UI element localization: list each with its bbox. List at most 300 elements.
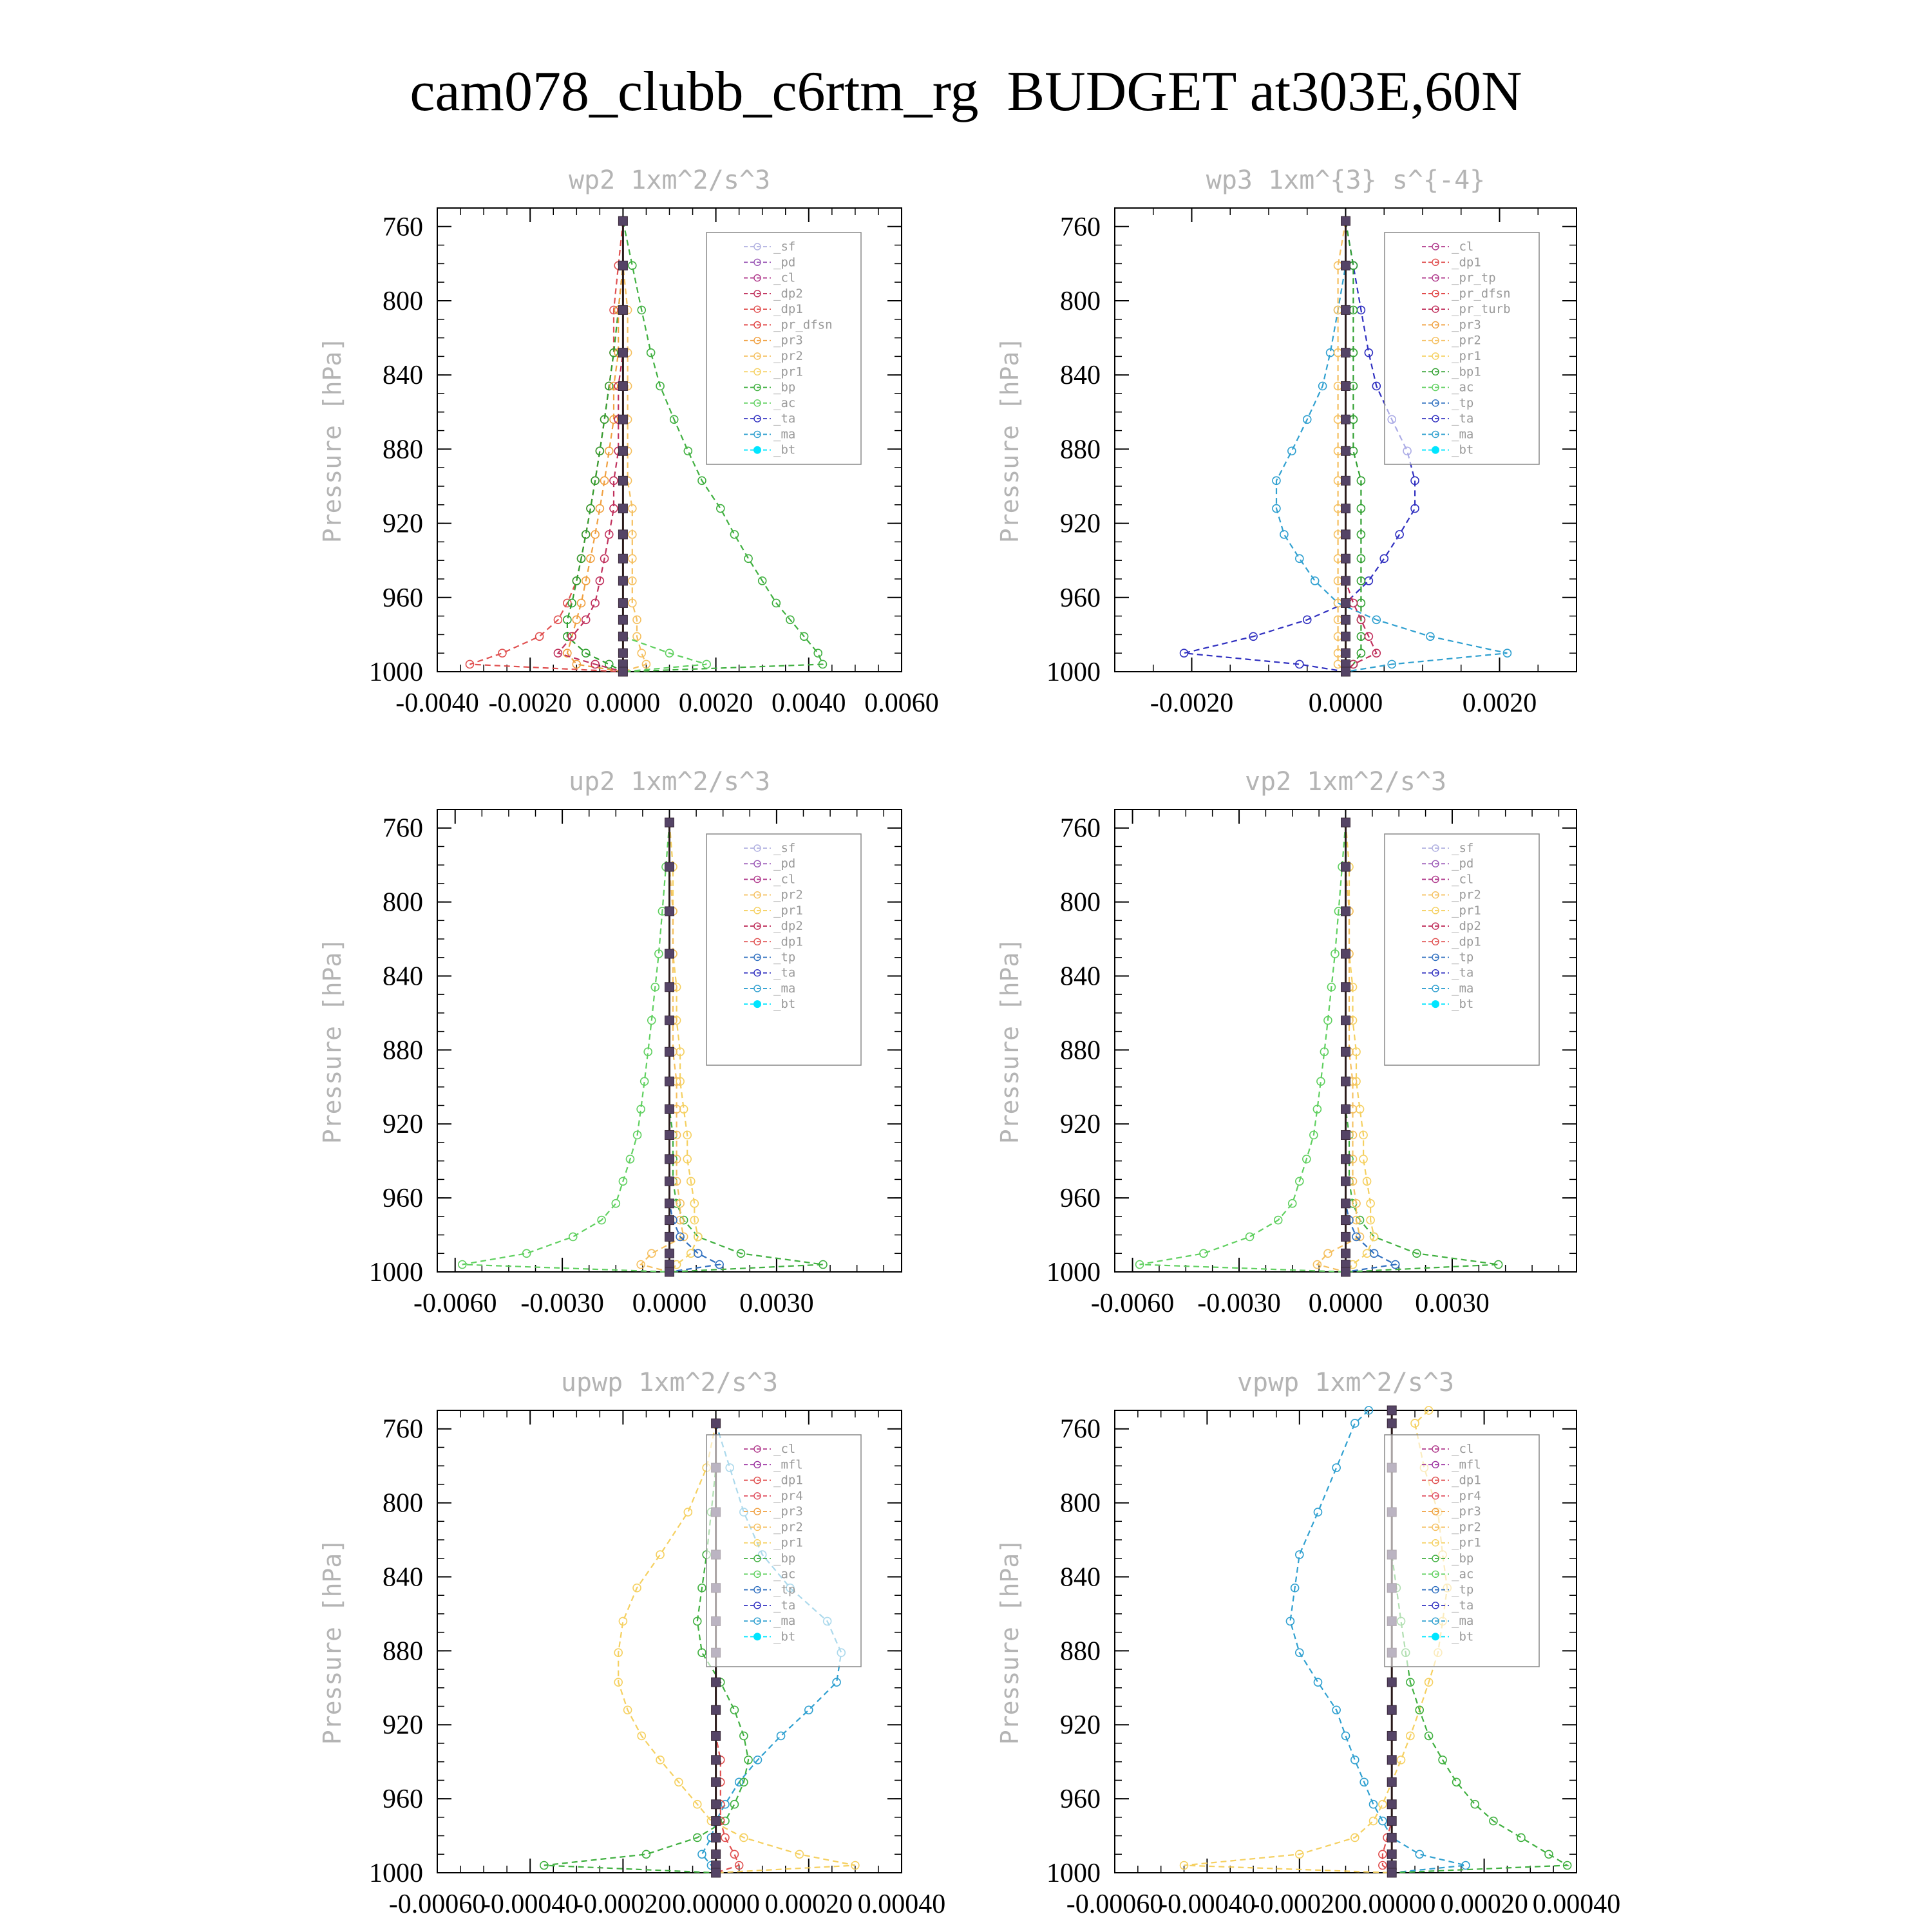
y-tick-label: 880 — [1060, 1036, 1101, 1066]
series-line-dp1 — [1140, 822, 1346, 1272]
page-title: cam078_clubb_c6rtm_rg BUDGET at303E,60N — [410, 61, 1522, 123]
y-tick-label: 920 — [1060, 1710, 1101, 1741]
data-point — [1246, 1233, 1254, 1240]
y-tick-label: 840 — [383, 361, 423, 391]
data-point — [1351, 1756, 1359, 1764]
zero-marker — [1387, 1833, 1396, 1842]
legend-marker — [753, 446, 761, 454]
legend-marker — [753, 1633, 761, 1640]
zero-marker — [1341, 415, 1350, 424]
zero-marker — [1341, 1047, 1350, 1056]
x-tick-label: -0.0020 — [488, 688, 572, 718]
data-point — [1370, 1801, 1378, 1808]
legend-label: _ta — [1452, 412, 1474, 426]
zero-marker — [618, 667, 627, 676]
zero-marker — [665, 862, 674, 871]
zero-marker — [1341, 305, 1350, 314]
legend-label: _tp — [773, 950, 796, 965]
legend-label: _pd — [773, 255, 796, 270]
y-tick-label: 880 — [383, 1036, 423, 1066]
zero-marker — [665, 1130, 674, 1139]
data-point — [1342, 1732, 1350, 1739]
y-tick-label: 880 — [1060, 435, 1101, 465]
legend-label: _cl — [773, 270, 796, 285]
y-tick-label: 760 — [1060, 1414, 1101, 1444]
zero-marker — [1341, 1016, 1350, 1025]
x-tick-label: 0.0000 — [1308, 1289, 1383, 1318]
zero-marker — [1341, 381, 1350, 390]
legend-label: _cl — [1452, 1442, 1474, 1456]
legend-label: _bt — [773, 442, 796, 457]
x-tick-label: 0.0040 — [772, 688, 846, 718]
x-tick-label: 0.0030 — [1415, 1289, 1490, 1318]
data-point — [1314, 1678, 1321, 1686]
data-point — [1200, 1249, 1208, 1257]
legend-label: _pr1 — [773, 903, 803, 918]
x-tick-label: -0.00040 — [481, 1889, 579, 1919]
data-point — [1517, 1833, 1525, 1841]
data-point — [687, 1249, 695, 1257]
legend-label: _dp2 — [773, 286, 803, 301]
zero-marker — [665, 1216, 674, 1225]
legend-label: _bt — [1452, 1629, 1474, 1644]
y-tick-label: 760 — [383, 212, 423, 242]
y-tick-label: 840 — [383, 961, 423, 992]
panel-3 — [996, 767, 1577, 1318]
legend-label: _pd — [773, 857, 796, 871]
legend-label: _ma — [773, 427, 796, 442]
legend-label: _ac — [773, 395, 796, 410]
legend-marker — [753, 1000, 761, 1008]
data-point — [777, 1732, 785, 1739]
y-tick-label: 800 — [383, 887, 423, 918]
data-point — [1363, 1249, 1371, 1257]
zero-marker — [1341, 667, 1350, 676]
legend-label: _dp1 — [773, 302, 803, 317]
y-tick-label: 960 — [1060, 1785, 1101, 1815]
y-tick-label: 960 — [383, 1785, 423, 1815]
legend-label: _ma — [773, 981, 796, 996]
x-tick-label: 0.0000 — [632, 1289, 707, 1318]
zero-marker — [1387, 1678, 1396, 1687]
zero-marker — [618, 476, 627, 485]
zero-marker — [712, 1678, 721, 1687]
zero-marker — [665, 818, 674, 827]
y-tick-label: 920 — [383, 1710, 423, 1741]
data-point — [1379, 1801, 1387, 1808]
zero-marker — [1341, 649, 1350, 658]
legend-label: _ac — [1452, 1567, 1474, 1582]
legend-label: _pr2 — [1452, 333, 1481, 348]
data-point — [656, 1551, 664, 1558]
panel-4 — [318, 1368, 945, 1919]
x-tick-label: 0.00040 — [857, 1889, 946, 1919]
zero-marker — [1341, 554, 1350, 563]
series-line-ta — [1184, 221, 1416, 672]
zero-marker — [618, 348, 627, 357]
legend-label: _dp1 — [773, 934, 803, 949]
data-point — [814, 649, 822, 657]
zero-marker — [1387, 1705, 1396, 1714]
zero-marker — [1341, 576, 1350, 585]
zero-marker — [712, 1800, 721, 1809]
legend-label: _cl — [773, 1442, 796, 1456]
x-tick-label: -0.00060 — [388, 1889, 486, 1919]
data-point — [1453, 1778, 1461, 1786]
zero-marker — [618, 615, 627, 624]
zero-marker — [618, 632, 627, 641]
zero-marker — [665, 1232, 674, 1241]
zero-marker — [618, 216, 627, 225]
zero-marker — [665, 949, 674, 958]
series-line-dp1 — [462, 822, 670, 1272]
zero-marker — [1341, 261, 1350, 270]
y-tick-label: 880 — [383, 435, 423, 465]
data-point — [730, 1706, 738, 1714]
legend-label: _bt — [1452, 997, 1474, 1012]
zero-marker — [665, 1077, 674, 1086]
zero-marker — [665, 1016, 674, 1025]
y-tick-label: 1000 — [369, 1859, 423, 1888]
y-tick-label: 960 — [383, 1184, 423, 1214]
y-tick-label: 920 — [383, 1110, 423, 1140]
zero-marker — [618, 576, 627, 585]
zero-marker — [712, 1756, 721, 1765]
y-tick-label: 800 — [383, 287, 423, 316]
y-tick-label: 760 — [1060, 212, 1101, 242]
legend-label: _tp — [773, 1582, 796, 1597]
x-tick-label: -0.00020 — [574, 1889, 672, 1919]
legend-label: _bp — [773, 380, 796, 395]
data-point — [536, 632, 544, 640]
legend-marker — [1432, 1633, 1439, 1640]
zero-marker — [618, 598, 627, 607]
legend-label: _dp2 — [1452, 919, 1481, 934]
data-point — [684, 1508, 692, 1516]
y-tick-label: 840 — [383, 1562, 423, 1593]
y-tick-label: 960 — [1060, 583, 1101, 613]
zero-marker — [1341, 1232, 1350, 1241]
data-point — [1349, 599, 1357, 607]
y-axis-label: Pressure [hPa] — [318, 1538, 346, 1745]
legend-label: _pr1 — [773, 1535, 803, 1550]
zero-marker — [665, 1199, 674, 1208]
x-tick-label: 0.0060 — [864, 688, 939, 718]
legend-label: _pr1 — [773, 365, 803, 379]
panel-title: vp2 1xm^2/s^3 — [1244, 767, 1447, 797]
legend-label: _tp — [1452, 395, 1474, 410]
zero-marker — [618, 446, 627, 455]
y-tick-label: 800 — [1060, 887, 1101, 918]
data-point — [1545, 1850, 1553, 1858]
data-point — [694, 1249, 702, 1257]
legend-label: _tp — [1452, 950, 1474, 965]
y-tick-label: 960 — [1060, 1184, 1101, 1214]
legend-label: _pr1 — [1452, 1535, 1481, 1550]
panel-1 — [996, 166, 1577, 718]
zero-marker — [712, 1868, 721, 1877]
legend-label: _pr3 — [773, 333, 803, 348]
y-tick-label: 800 — [1060, 1488, 1101, 1519]
zero-marker — [665, 907, 674, 916]
data-point — [568, 599, 576, 607]
y-tick-label: 840 — [1060, 1562, 1101, 1593]
zero-marker — [1341, 1267, 1350, 1276]
x-tick-label: -0.0060 — [1090, 1289, 1175, 1318]
data-point — [730, 1801, 738, 1808]
y-axis-label: Pressure [hPa] — [318, 336, 346, 544]
legend-marker — [1432, 446, 1439, 454]
y-tick-label: 920 — [383, 509, 423, 539]
x-tick-label: -0.0020 — [1150, 688, 1234, 718]
series-line-pr2 — [1317, 822, 1359, 1272]
y-tick-label: 840 — [1060, 961, 1101, 992]
data-point — [721, 1801, 729, 1808]
x-tick-label: 0.00000 — [1347, 1889, 1436, 1919]
data-point — [1370, 1817, 1378, 1825]
legend-label: _pd — [1452, 857, 1474, 871]
legend-label: _dp1 — [1452, 934, 1481, 949]
data-point — [1288, 447, 1296, 455]
zero-marker — [1341, 1104, 1350, 1113]
legend-label: _mfl — [1452, 1457, 1481, 1472]
panel-title: wp2 1xm^2/s^3 — [568, 166, 771, 195]
y-tick-label: 1000 — [1046, 1258, 1101, 1287]
zero-marker — [712, 1817, 721, 1826]
legend-label: _ta — [1452, 1598, 1474, 1613]
data-point — [1280, 531, 1288, 538]
legend-label: _ma — [773, 1614, 796, 1629]
legend-label: _ta — [773, 965, 796, 980]
legend-label: _ta — [773, 1598, 796, 1613]
x-tick-label: 0.0020 — [678, 688, 753, 718]
legend-label: _pr2 — [773, 1520, 803, 1535]
legend-label: _pr1 — [1452, 903, 1481, 918]
legend-label: _tp — [1452, 1582, 1474, 1597]
data-point — [805, 1706, 813, 1714]
legend-label: _bp — [1452, 1551, 1474, 1566]
zero-marker — [618, 554, 627, 563]
panel-5 — [996, 1368, 1620, 1919]
zero-marker — [1341, 216, 1350, 225]
legend-label: _pr4 — [1452, 1488, 1481, 1503]
zero-marker — [1341, 632, 1350, 641]
legend-label: _sf — [773, 240, 796, 254]
y-tick-label: 1000 — [1046, 658, 1101, 687]
zero-marker — [618, 504, 627, 513]
y-axis-label: Pressure [hPa] — [318, 937, 346, 1144]
legend-label: _mfl — [773, 1457, 803, 1472]
x-tick-label: -0.0030 — [520, 1289, 604, 1318]
panel-title: wp3 1xm^{3} s^{-4} — [1206, 166, 1486, 195]
zero-marker — [712, 1419, 721, 1428]
legend-label: _bt — [1452, 442, 1474, 457]
x-tick-label: 0.00020 — [764, 1889, 853, 1919]
y-axis-label: Pressure [hPa] — [996, 937, 1024, 1144]
zero-marker — [1387, 1777, 1396, 1786]
legend-label: _bt — [773, 997, 796, 1012]
data-point — [730, 1850, 738, 1858]
data-point — [578, 599, 585, 607]
zero-marker — [1387, 1868, 1396, 1877]
y-tick-label: 760 — [1060, 813, 1101, 844]
y-tick-label: 920 — [1060, 509, 1101, 539]
zero-marker — [1341, 949, 1350, 958]
zero-marker — [1341, 1199, 1350, 1208]
zero-marker — [1387, 1800, 1396, 1809]
data-point — [698, 1649, 706, 1656]
zero-marker — [1341, 530, 1350, 539]
y-tick-label: 1000 — [1046, 1859, 1101, 1888]
zero-marker — [665, 1047, 674, 1056]
data-point — [1357, 649, 1365, 657]
zero-marker — [665, 1104, 674, 1113]
zero-marker — [1341, 348, 1350, 357]
zero-marker — [1341, 1177, 1350, 1186]
x-tick-label: -0.0060 — [413, 1289, 497, 1318]
zero-marker — [618, 305, 627, 314]
data-point — [498, 649, 506, 657]
data-point — [1380, 554, 1388, 562]
y-tick-label: 1000 — [369, 1258, 423, 1287]
data-point — [721, 1817, 729, 1825]
y-tick-label: 760 — [383, 1414, 423, 1444]
zero-marker — [1387, 1817, 1396, 1826]
data-point — [1296, 1551, 1303, 1558]
zero-marker — [1341, 907, 1350, 916]
panel-title: upwp 1xm^2/s^3 — [560, 1368, 779, 1397]
zero-marker — [618, 261, 627, 270]
legend-label: _dp2 — [773, 919, 803, 934]
data-point — [573, 616, 580, 623]
data-point — [1397, 1756, 1405, 1764]
data-point — [1351, 1419, 1359, 1427]
legend-label: _dp1 — [1452, 1473, 1481, 1488]
zero-marker — [1341, 862, 1350, 871]
x-tick-label: 0.0000 — [1308, 688, 1383, 718]
zero-marker — [1341, 1130, 1350, 1139]
x-tick-label: 0.00040 — [1532, 1889, 1621, 1919]
legend-label: _ma — [1452, 1614, 1474, 1629]
panel-2 — [318, 767, 902, 1318]
zero-marker — [665, 983, 674, 992]
legend-label: _pr_dfsn — [773, 317, 833, 332]
zero-marker — [712, 1777, 721, 1786]
legend-label: _bp — [773, 1551, 796, 1566]
zero-marker — [712, 1731, 721, 1740]
zero-marker — [618, 415, 627, 424]
legend-label: _pr3 — [773, 1504, 803, 1519]
data-point — [684, 447, 692, 455]
legend-label: _dp1 — [1452, 255, 1481, 270]
legend-label: _sf — [1452, 841, 1474, 855]
legend-label: _pr4 — [773, 1488, 803, 1503]
zero-marker — [1387, 1731, 1396, 1740]
panel-0 — [318, 166, 939, 718]
legend-label: _pr3 — [1452, 1504, 1481, 1519]
legend-label: _pr1 — [1452, 349, 1481, 363]
data-point — [1332, 1464, 1340, 1472]
legend-label: _pr2 — [773, 349, 803, 363]
data-point — [1365, 577, 1372, 585]
zero-marker — [1387, 1406, 1396, 1415]
legend-label: _pr_turb — [1452, 302, 1511, 317]
x-tick-label: 0.00020 — [1440, 1889, 1528, 1919]
panel-title: vpwp 1xm^2/s^3 — [1236, 1368, 1455, 1397]
zero-marker — [1341, 476, 1350, 485]
legend-label: _ta — [773, 412, 796, 426]
legend-label: _pr2 — [1452, 887, 1481, 902]
zero-marker — [1341, 598, 1350, 607]
data-point — [1314, 1508, 1321, 1516]
y-axis-label: Pressure [hPa] — [996, 336, 1024, 544]
legend-label: _ta — [1452, 965, 1474, 980]
zero-marker — [665, 1177, 674, 1186]
data-point — [698, 1850, 706, 1858]
legend-label: _sf — [773, 841, 796, 855]
legend-label: _pr2 — [773, 887, 803, 902]
data-point — [1289, 1200, 1296, 1208]
x-tick-label: 0.0030 — [739, 1289, 814, 1318]
legend-label: _ma — [1452, 981, 1474, 996]
legend-label: _cl — [773, 872, 796, 887]
zero-marker — [665, 1155, 674, 1164]
data-point — [1334, 660, 1342, 668]
series-line-pr2 — [641, 822, 684, 1272]
data-point — [569, 1233, 577, 1240]
data-point — [744, 554, 752, 562]
x-tick-label: -0.00020 — [1251, 1889, 1349, 1919]
legend-label: _pr_dfsn — [1452, 286, 1511, 301]
zero-marker — [1341, 615, 1350, 624]
data-point — [647, 349, 655, 357]
legend-label: _ac — [773, 1567, 796, 1582]
zero-marker — [1387, 1756, 1396, 1765]
data-point — [730, 531, 738, 538]
zero-marker — [712, 1833, 721, 1842]
legend-marker — [1432, 1000, 1439, 1008]
legend-label: _pr_tp — [1452, 270, 1496, 285]
x-tick-label: 0.00000 — [672, 1889, 760, 1919]
data-point — [638, 649, 645, 657]
y-tick-label: 760 — [383, 813, 423, 844]
x-tick-label: -0.00060 — [1066, 1889, 1164, 1919]
y-axis-label: Pressure [hPa] — [996, 1538, 1024, 1745]
zero-marker — [665, 1267, 674, 1276]
data-point — [717, 505, 724, 513]
legend-label: _bp1 — [1452, 365, 1481, 379]
x-tick-label: -0.0040 — [395, 688, 479, 718]
zero-marker — [665, 1249, 674, 1258]
y-tick-label: 1000 — [369, 658, 423, 687]
y-tick-label: 840 — [1060, 361, 1101, 391]
zero-marker — [1341, 1249, 1350, 1258]
zero-marker — [1341, 1077, 1350, 1086]
legend-label: _cl — [1452, 872, 1474, 887]
data-point — [1296, 554, 1303, 562]
x-tick-label: 0.0020 — [1462, 688, 1537, 718]
legend-label: _cl — [1452, 240, 1474, 254]
legend-label: _dp1 — [773, 1473, 803, 1488]
x-tick-label: -0.0030 — [1197, 1289, 1281, 1318]
legend-label: _ac — [1452, 380, 1474, 395]
y-tick-label: 960 — [383, 583, 423, 613]
legend-label: _pr2 — [1452, 1520, 1481, 1535]
legend-label: _pr3 — [1452, 317, 1481, 332]
zero-marker — [712, 1705, 721, 1714]
zero-marker — [712, 1850, 721, 1859]
zero-marker — [1341, 983, 1350, 992]
